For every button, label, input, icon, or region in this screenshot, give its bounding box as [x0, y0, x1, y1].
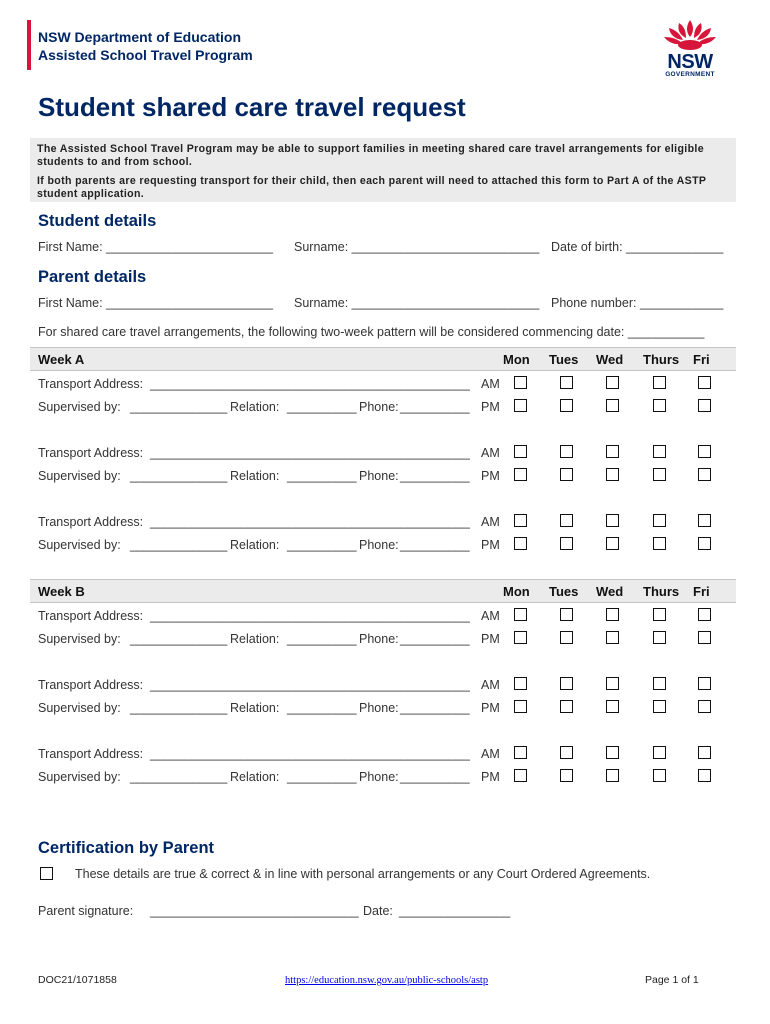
- supervised-by-field[interactable]: ______________: [130, 701, 228, 715]
- parent-signature-field[interactable]: ______________________________: [150, 904, 359, 918]
- phone-field[interactable]: __________: [400, 400, 470, 414]
- day-header-tues: Tues: [549, 584, 579, 599]
- pm-label: PM: [481, 770, 500, 784]
- pm-label: PM: [481, 469, 500, 483]
- parent-surname-field[interactable]: Surname: ___________________________: [294, 296, 540, 310]
- am-checkbox-thurs[interactable]: [653, 445, 666, 458]
- pm-label: PM: [481, 632, 500, 646]
- am-checkbox-tues[interactable]: [560, 376, 573, 389]
- am-checkbox-wed[interactable]: [606, 677, 619, 690]
- supervised-by-label: Supervised by:: [38, 400, 121, 414]
- date-field[interactable]: ________________: [399, 904, 511, 918]
- day-header-tues: Tues: [549, 352, 579, 367]
- am-checkbox-tues[interactable]: [560, 514, 573, 527]
- am-checkbox-fri[interactable]: [698, 677, 711, 690]
- student-dob-field[interactable]: Date of birth: ______________: [551, 240, 724, 254]
- relation-field[interactable]: __________: [287, 770, 357, 784]
- supervised-by-label: Supervised by:: [38, 770, 121, 784]
- am-checkbox-mon[interactable]: [514, 746, 527, 759]
- relation-field[interactable]: __________: [287, 400, 357, 414]
- day-header-mon: Mon: [503, 584, 530, 599]
- day-header-wed: Wed: [596, 584, 624, 599]
- day-header-mon: Mon: [503, 352, 530, 367]
- pm-label: PM: [481, 538, 500, 552]
- pm-checkbox-mon[interactable]: [514, 399, 527, 412]
- document-number: DOC21/1071858: [38, 974, 117, 986]
- pm-checkbox-wed[interactable]: [606, 631, 619, 644]
- pm-label: PM: [481, 701, 500, 715]
- logo-subtext: GOVERNMENT: [665, 71, 715, 78]
- am-checkbox-fri[interactable]: [698, 445, 711, 458]
- am-checkbox-wed[interactable]: [606, 608, 619, 621]
- am-checkbox-thurs[interactable]: [653, 746, 666, 759]
- supervised-by-field[interactable]: ______________: [130, 632, 228, 646]
- phone-label: Phone:: [359, 632, 399, 646]
- transport-address-label: Transport Address:: [38, 609, 144, 623]
- phone-label: Phone:: [359, 770, 399, 784]
- transport-address-field[interactable]: ______________________________________________: [150, 678, 470, 692]
- am-checkbox-wed[interactable]: [606, 746, 619, 759]
- week-header: [30, 347, 736, 371]
- am-checkbox-tues[interactable]: [560, 746, 573, 759]
- phone-field[interactable]: __________: [400, 770, 470, 784]
- pm-checkbox-wed[interactable]: [606, 399, 619, 412]
- week-title: Week B: [38, 584, 85, 599]
- date-label: Date:: [363, 904, 393, 918]
- pm-checkbox-fri[interactable]: [698, 769, 711, 782]
- day-header-thurs: Thurs: [643, 584, 680, 599]
- am-label: AM: [481, 446, 500, 460]
- am-checkbox-thurs[interactable]: [653, 608, 666, 621]
- pm-checkbox-fri[interactable]: [698, 700, 711, 713]
- phone-label: Phone:: [359, 469, 399, 483]
- intro-paragraph-2: If both parents are requesting transport for their child, then each parent will need to attached this form to Part A of the ASTP student application.: [37, 175, 707, 200]
- day-header-fri: Fri: [693, 352, 710, 367]
- pm-checkbox-thurs[interactable]: [653, 631, 666, 644]
- phone-label: Phone:: [359, 400, 399, 414]
- phone-label: Phone:: [359, 538, 399, 552]
- am-checkbox-tues[interactable]: [560, 445, 573, 458]
- relation-label: Relation:: [230, 469, 280, 483]
- transport-address-field[interactable]: ______________________________________________: [150, 446, 470, 460]
- intro-box: [30, 138, 736, 202]
- pm-checkbox-tues[interactable]: [560, 700, 573, 713]
- am-label: AM: [481, 377, 500, 391]
- relation-label: Relation:: [230, 701, 280, 715]
- pm-checkbox-fri[interactable]: [698, 631, 711, 644]
- day-header-fri: Fri: [693, 584, 710, 599]
- program-name: Assisted School Travel Program: [38, 47, 253, 63]
- pm-checkbox-mon[interactable]: [514, 537, 527, 550]
- pm-checkbox-tues[interactable]: [560, 769, 573, 782]
- am-checkbox-mon[interactable]: [514, 677, 527, 690]
- transport-address-field[interactable]: ______________________________________________: [150, 377, 470, 391]
- transport-address-label: Transport Address:: [38, 515, 144, 529]
- am-checkbox-fri[interactable]: [698, 746, 711, 759]
- pm-label: PM: [481, 400, 500, 414]
- astp-link[interactable]: https://education.nsw.gov.au/public-schools/astp: [285, 975, 489, 986]
- parent-signature-label: Parent signature:: [38, 904, 134, 918]
- phone-field[interactable]: __________: [400, 538, 470, 552]
- supervised-by-label: Supervised by:: [38, 469, 121, 483]
- transport-address-field[interactable]: ______________________________________________: [150, 609, 470, 623]
- page-title: Student shared care travel request: [38, 92, 466, 122]
- transport-address-field[interactable]: ______________________________________________: [150, 747, 470, 761]
- supervised-by-field[interactable]: ______________: [130, 770, 228, 784]
- am-checkbox-fri[interactable]: [698, 608, 711, 621]
- am-label: AM: [481, 515, 500, 529]
- pm-checkbox-fri[interactable]: [698, 399, 711, 412]
- certification-statement: These details are true & correct & in line with personal arrangements or any Court Ordered Agreements.: [75, 867, 651, 881]
- phone-field[interactable]: __________: [400, 632, 470, 646]
- pm-checkbox-wed[interactable]: [606, 468, 619, 481]
- pm-checkbox-fri[interactable]: [698, 468, 711, 481]
- supervised-by-field[interactable]: ______________: [130, 538, 228, 552]
- pm-checkbox-tues[interactable]: [560, 631, 573, 644]
- certification-checkbox[interactable]: [40, 867, 53, 880]
- pm-checkbox-mon[interactable]: [514, 631, 527, 644]
- transport-address-label: Transport Address:: [38, 377, 144, 391]
- header-accent-bar: [27, 20, 31, 70]
- relation-label: Relation:: [230, 770, 280, 784]
- pm-checkbox-thurs[interactable]: [653, 700, 666, 713]
- am-checkbox-mon[interactable]: [514, 608, 527, 621]
- student-first-name-field[interactable]: First Name: ________________________: [38, 240, 273, 254]
- am-checkbox-fri[interactable]: [698, 376, 711, 389]
- supervised-by-label: Supervised by:: [38, 701, 121, 715]
- pm-checkbox-mon[interactable]: [514, 769, 527, 782]
- am-label: AM: [481, 747, 500, 761]
- parent-phone-field[interactable]: Phone number: ____________: [551, 296, 724, 310]
- am-checkbox-mon[interactable]: [514, 376, 527, 389]
- supervised-by-field[interactable]: ______________: [130, 469, 228, 483]
- transport-address-field[interactable]: ______________________________________________: [150, 515, 470, 529]
- phone-field[interactable]: __________: [400, 469, 470, 483]
- pm-checkbox-thurs[interactable]: [653, 769, 666, 782]
- transport-address-label: Transport Address:: [38, 446, 144, 460]
- pm-checkbox-wed[interactable]: [606, 537, 619, 550]
- day-header-thurs: Thurs: [643, 352, 680, 367]
- student-surname-field[interactable]: Surname: ___________________________: [294, 240, 540, 254]
- student-details-heading: Student details: [38, 212, 157, 230]
- transport-address-label: Transport Address:: [38, 678, 144, 692]
- pm-checkbox-tues[interactable]: [560, 537, 573, 550]
- pm-checkbox-fri[interactable]: [698, 537, 711, 550]
- pm-checkbox-thurs[interactable]: [653, 468, 666, 481]
- pm-checkbox-wed[interactable]: [606, 700, 619, 713]
- pm-checkbox-tues[interactable]: [560, 399, 573, 412]
- logo-wordmark: NSW: [667, 51, 713, 73]
- am-checkbox-fri[interactable]: [698, 514, 711, 527]
- am-checkbox-tues[interactable]: [560, 677, 573, 690]
- am-checkbox-tues[interactable]: [560, 608, 573, 621]
- am-checkbox-wed[interactable]: [606, 445, 619, 458]
- relation-label: Relation:: [230, 632, 280, 646]
- pm-checkbox-mon[interactable]: [514, 468, 527, 481]
- certification-heading: Certification by Parent: [38, 839, 215, 857]
- parent-details-heading: Parent details: [38, 268, 147, 286]
- supervised-by-label: Supervised by:: [38, 538, 121, 552]
- am-label: AM: [481, 609, 500, 623]
- pm-checkbox-wed[interactable]: [606, 769, 619, 782]
- relation-field[interactable]: __________: [287, 632, 357, 646]
- am-checkbox-mon[interactable]: [514, 514, 527, 527]
- transport-address-label: Transport Address:: [38, 747, 144, 761]
- intro-paragraph-1: The Assisted School Travel Program may be able to support families in meeting shared care travel arrangements for eligible students to and from school.: [37, 143, 704, 168]
- am-checkbox-wed[interactable]: [606, 376, 619, 389]
- pm-checkbox-mon[interactable]: [514, 700, 527, 713]
- supervised-by-label: Supervised by:: [38, 632, 121, 646]
- relation-field[interactable]: __________: [287, 469, 357, 483]
- nsw-government-logo: [655, 18, 725, 80]
- am-checkbox-wed[interactable]: [606, 514, 619, 527]
- pm-checkbox-thurs[interactable]: [653, 399, 666, 412]
- waratah-icon: [655, 18, 725, 54]
- week-title: Week A: [38, 352, 85, 367]
- am-checkbox-thurs[interactable]: [653, 677, 666, 690]
- pm-checkbox-thurs[interactable]: [653, 537, 666, 550]
- phone-field[interactable]: __________: [400, 701, 470, 715]
- pm-checkbox-tues[interactable]: [560, 468, 573, 481]
- am-checkbox-thurs[interactable]: [653, 376, 666, 389]
- relation-label: Relation:: [230, 538, 280, 552]
- department-name: NSW Department of Education: [38, 29, 242, 45]
- am-checkbox-mon[interactable]: [514, 445, 527, 458]
- week-header: [30, 579, 736, 603]
- parent-first-name-field[interactable]: First Name: ________________________: [38, 296, 273, 310]
- relation-field[interactable]: __________: [287, 701, 357, 715]
- am-checkbox-thurs[interactable]: [653, 514, 666, 527]
- phone-label: Phone:: [359, 701, 399, 715]
- am-label: AM: [481, 678, 500, 692]
- commencing-date-field[interactable]: For shared care travel arrangements, the following two-week pattern will be considered commencing date: ___________: [38, 325, 705, 339]
- relation-field[interactable]: __________: [287, 538, 357, 552]
- relation-label: Relation:: [230, 400, 280, 414]
- supervised-by-field[interactable]: ______________: [130, 400, 228, 414]
- page-number: Page 1 of 1: [645, 974, 699, 986]
- day-header-wed: Wed: [596, 352, 624, 367]
